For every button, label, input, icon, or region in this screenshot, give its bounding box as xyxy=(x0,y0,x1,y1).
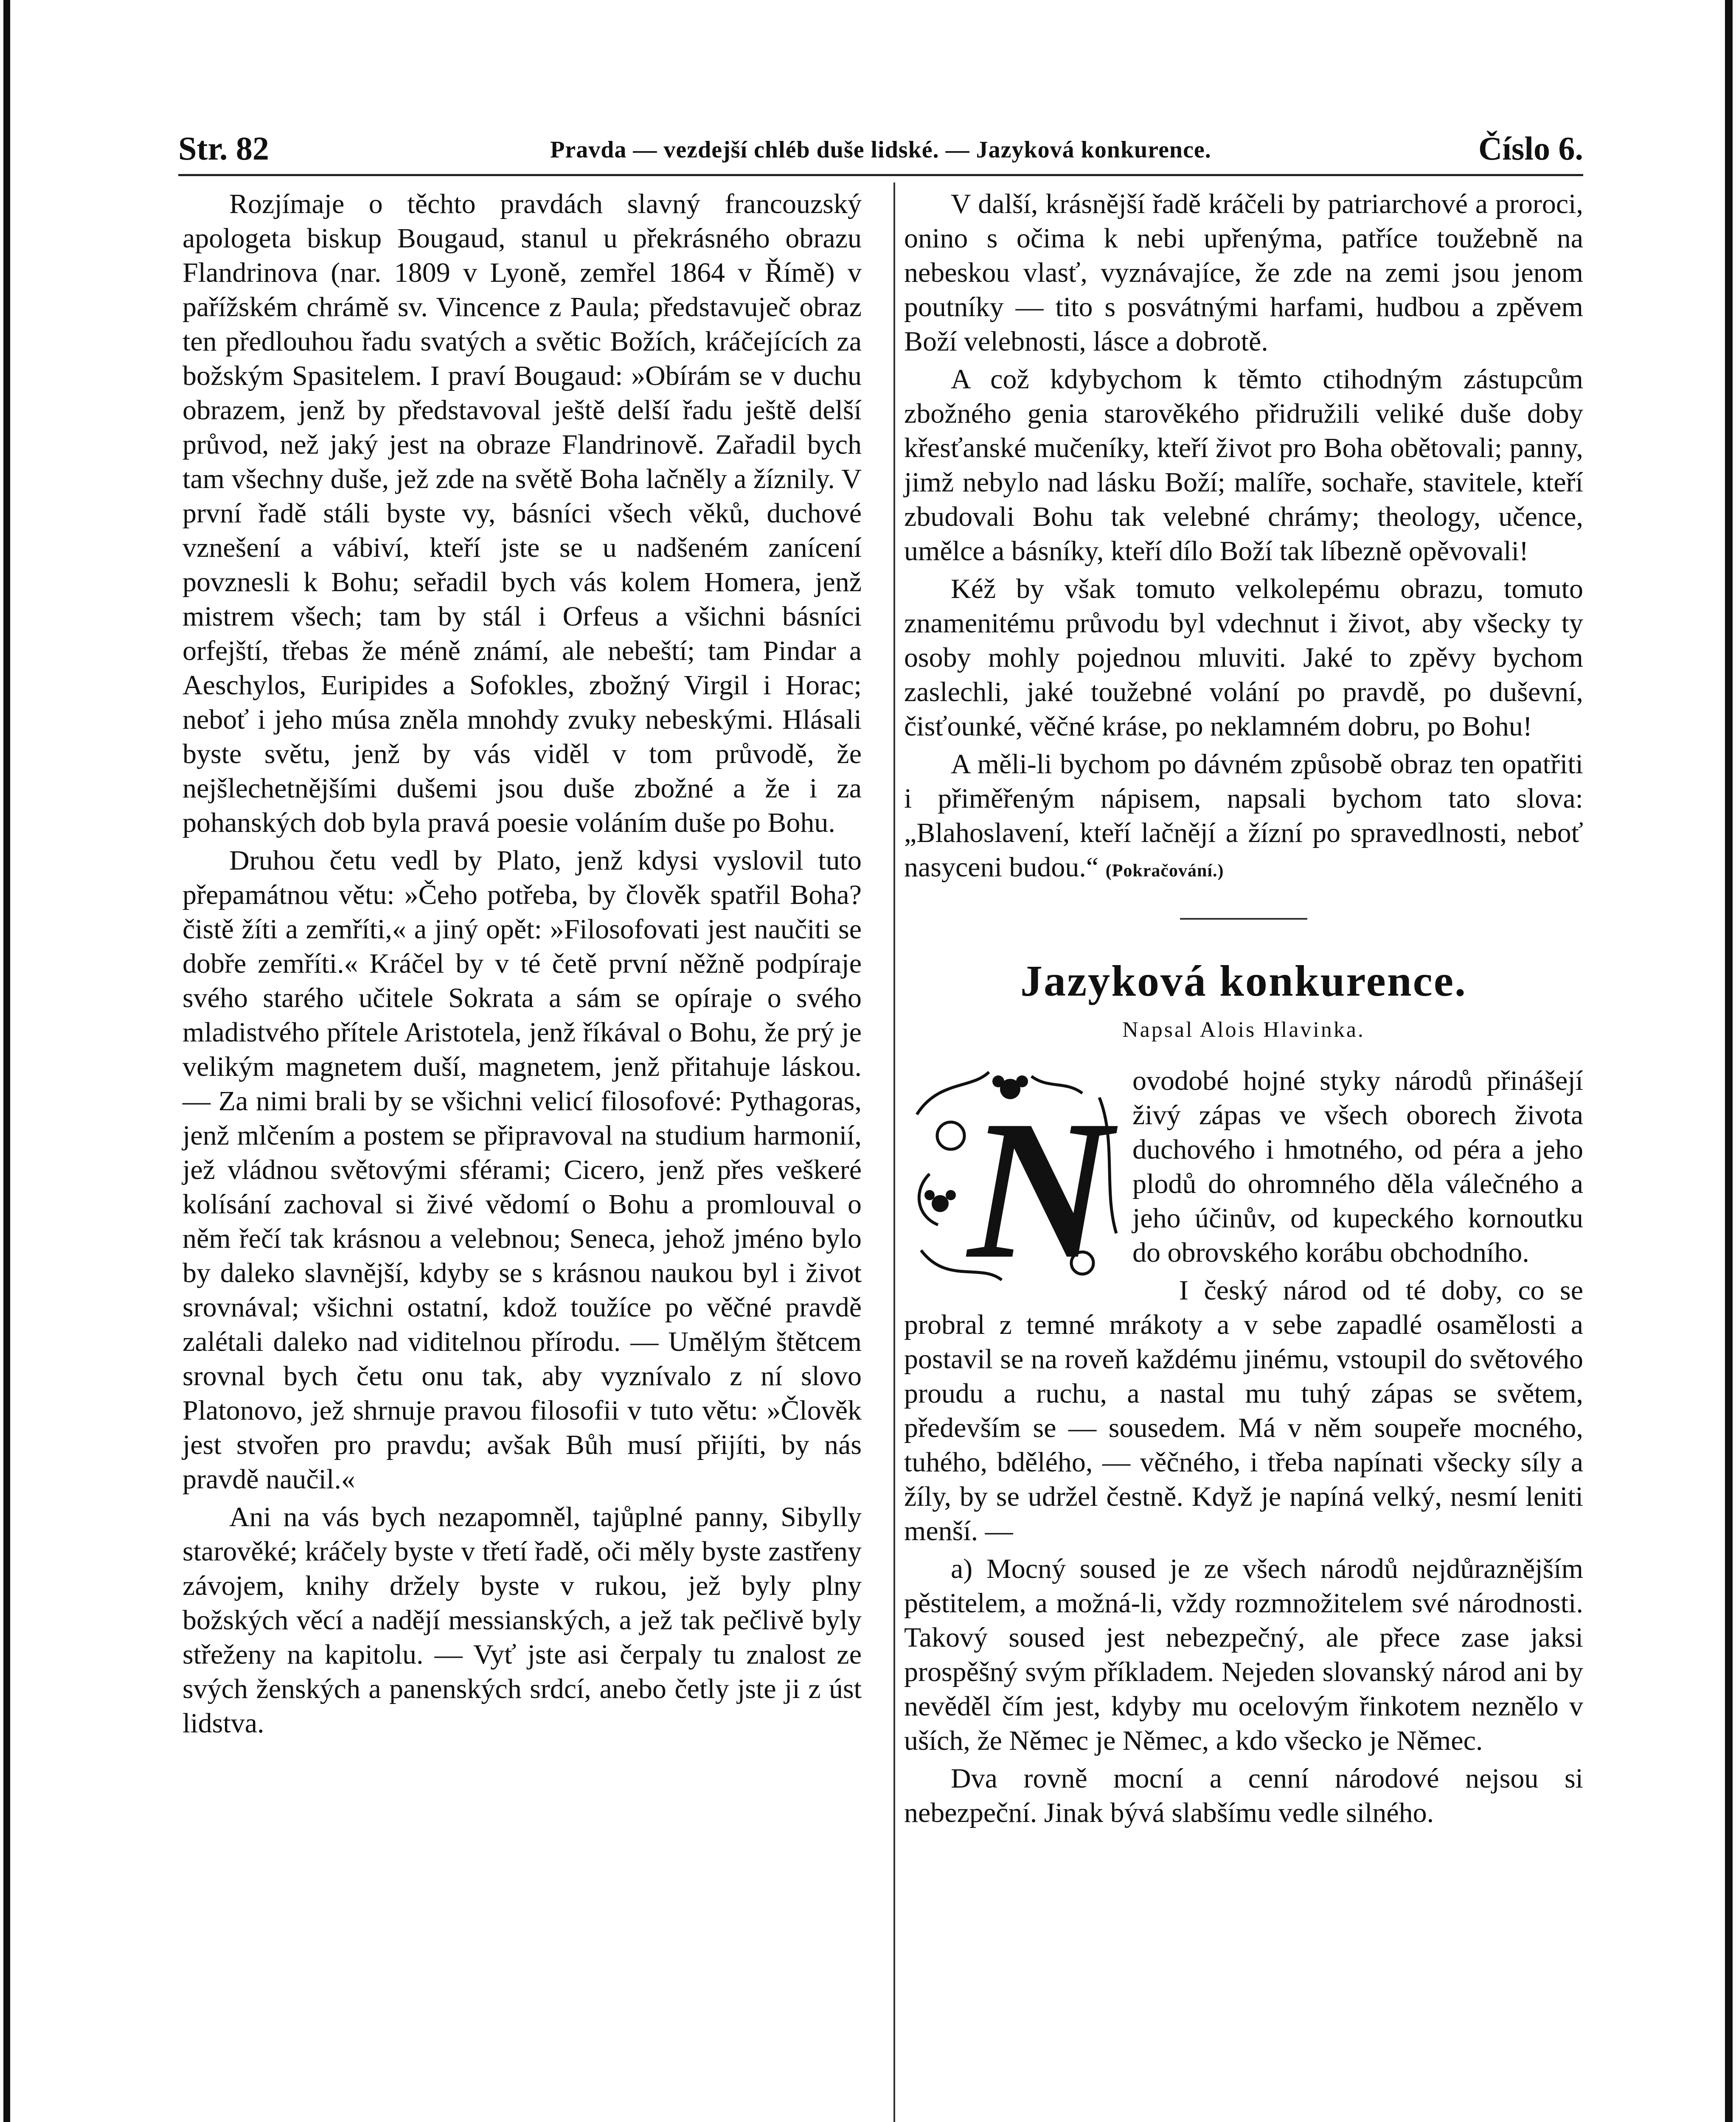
paragraph: V další, krásnější řadě kráčeli by patriarchové a proroci, onino s očima k nebi upřenýma, patříce toužebně na nebeskou vlasť, vyznávajíce, že zde na zemi jsou jenom poutníky — tito s posvátnými harfami, hudbou a zpěvem Boží velebnosti, lásce a dobrotě. xyxy=(904,188,1583,357)
ornament-flourish-icon xyxy=(904,1064,1125,1288)
scan-edge-left xyxy=(3,0,10,2122)
page-number: Str. 82 xyxy=(178,130,269,167)
paragraph: Kéž by však tomuto velkolepému obrazu, tomuto znamenitému průvodu byl vdechnut i život, aby všecky ty osoby mohly pojednou mluviti. Jaké to zpěvy bychom zaslechli, jaké toužebné volání po pravdě, po duševní, čisťounké, věčné kráse, po neklamném dobru, po Bohu! xyxy=(904,573,1583,742)
paragraph: I český národ od té doby, co se probral z temné mrákoty a v sebe zapadlé osamělosti a postavil se na roveň každému jinému, vstoupil do světového proudu a ruchu, a nastal mu tuhý zápas se světem, především se — sousedem. Má v něm soupeře mocného, tuhého, bdělého, — věčného, i třeba napínati všecky síly a žíly, by se udržel čestně. Když je napíná velký, nesmí leniti menší. — xyxy=(904,1275,1583,1547)
drop-cap xyxy=(904,1064,1125,1288)
continuation-note: (Pokračování.) xyxy=(1105,861,1224,881)
paragraph: ovodobé hojné styky národů přinášejí živý zápas ve všech oborech života duchového i hmotného, od péra a jeho plodů do ohromného děla válečného a jeho účinův, od kupeckého kornoutku do obrovského korábu obchodního. xyxy=(1132,1065,1583,1268)
column-divider xyxy=(893,182,895,2122)
article-title: Jazyková konkurence. xyxy=(1020,957,1467,1005)
paragraph: A což kdybychom k těmto ctihodným zástupcům zbožného genia starověkého přidružili veliké duše doby křesťanské mučeníky, kteří život pro Boha obětovali; panny, jimž nebylo nad lásku Boží; malíře, sochaře, stavitele, kteří zbudovali Bohu tak velebné chrámy; theology, učence, umělce a básníky, kteří dílo Boží tak líbezně opěvovali! xyxy=(904,364,1583,567)
paragraph: Druhou četu vedl by Plato, jenž kdysi vyslovil tuto přepamátnou větu: »Čeho potřeba, by člověk spatřil Boha? čistě žíti a zemříti,« a jiný opět: »Filosofovati jest naučiti se dobře zemříti.« Kráčel by v té četě první něžně podpíraje svého starého učitele Sokrata a sám se opíraje o svého mladistvého přítele Aristotela, jenž říkával o Bohu, že prý je velikým magnetem duší, magnetem, jenž přitahuje láskou. — Za nimi brali by se všichni velicí filosofové: Pythagoras, jenž mlčením a postem se připravoval na studium harmonií, jež vládnou světovými sférami; Cicero, jenž přes veškeré kolísání zachoval si živé vědomí o Bohu a promlouval o něm řečí tak krásnou a velebnou; Seneca, jehož jméno bylo by daleko slavnější, kdyby se s krásnou naukou byl i život srovnával; všichni ostatní, kdož toužíce po věčné pravdě zalétali daleko nad viditelnou přírodu. — Umělým štětcem srovnal bych četu onu tak, aby vyznívalo z ní slovo Platonovo, jež shrnuje pravou filosofii v tuto větu: »Člověk jest stvořen pro pravdu; avšak Bůh musí přijíti, by nás pravdě naučil.« xyxy=(183,845,862,1495)
section-separator xyxy=(1180,918,1307,920)
paragraph: Ani na vás bych nezapomněl, tajůplné panny, Sibylly starověké; kráčely byste v třetí řadě, oči měly byste zastřeny závojem, knihy držely byste v rukou, jež byly plny božských věcí a nadějí messianských, a jež tak pečlivě byly střeženy na kapitolu. — Vyť jste asi čerpaly tu znalost ze svých ženských a panenských srdcí, anebo četly jste ji z úst lidstva. xyxy=(183,1502,862,1739)
right-column xyxy=(904,187,1583,2122)
drop-cap-letter: N xyxy=(968,1079,1112,1288)
running-header xyxy=(178,129,1583,176)
paragraph-text: A měli-li bychom po dávném způsobě obraz ten opatřiti i přiměřeným nápisem, napsali bychom tato slova: „Blahoslavení, kteří lačnějí a žízní po spravedlnosti, neboť nasyceni budou.“ xyxy=(904,749,1583,883)
paragraph: a) Mocný soused je ze všech národů nejdůraznějším pěstitelem, a možná-li, vždy rozmnožitelem své národnosti. Takový soused jest nebezpečný, ale přece zase jaksi prospěšný svým příkladem. Nejeden slovanský národ ani by nevěděl čím jest, kdyby mu ocelovým řinkotem neznělo v uších, že Němec je Němec, a kdo všecko je Němec. xyxy=(904,1553,1583,1756)
scan-edge-right xyxy=(1725,0,1733,2122)
running-title: Pravda — vezdejší chléb duše lidské. — Jazyková konkurence. xyxy=(550,137,1211,163)
header-rule xyxy=(178,174,1583,176)
paragraph: Rozjímaje o těchto pravdách slavný francouzský apologeta biskup Bougaud, stanul u překrásného obrazu Flandrinova (nar. 1809 v Lyoně, zemřel 1864 v Římě) v pařížském chrámě sv. Vincence z Paula; představuječ obraz ten předlouhou řadu svatých a světic Božích, kráčejících za božským Spasitelem. I praví Bougaud: »Obírám se v duchu obrazem, jenž by představoval ještě delší řadu ještě delší průvod, než jaký jest na obraze Flandrinově. Zařadil bych tam všechny duše, jež zde na světě Boha lačněly a žíznily. V první řadě stáli byste vy, básníci všech věků, duchové vznešení a vábiví, kteří jste se u nadšeném zanícení povznesli k Bohu; seřadil bych vás kolem Homera, jenž mistrem všech; tam by stál i Orfeus a všichni básníci orfejští, třebas že méně známí, ale nebeští; tam Pindar a Aeschylos, Euripides a Sofokles, zbožný Virgil i Horac; neboť i jeho músa zněla mnohdy zvuky nebeskými. Hlásali byste světu, jenž by vás viděl v tom průvodě, že nejšlechetnějšími dušemi jsou duše zbožné a že i za pohanských dob byla pravá poesie voláním duše po Bohu. xyxy=(183,188,862,838)
article-author: Napsal Alois Hlavinka. xyxy=(1122,1018,1365,1042)
issue-number: Číslo 6. xyxy=(1478,130,1583,167)
paragraph: Dva rovně mocní a cenní národové nejsou si nebezpeční. Jinak bývá slabšímu vedle silného. xyxy=(904,1763,1583,1828)
left-column xyxy=(183,187,862,2122)
paragraph xyxy=(904,747,1583,888)
